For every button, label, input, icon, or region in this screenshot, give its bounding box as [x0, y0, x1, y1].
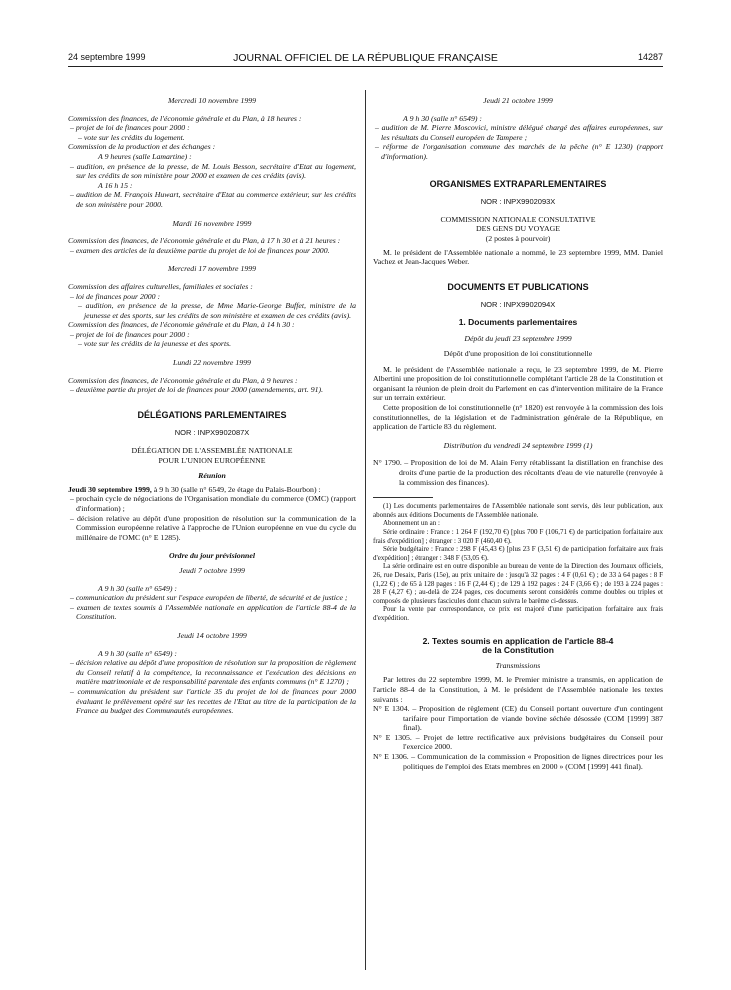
- text: – vote sur les crédits du logement.: [78, 132, 185, 142]
- header-rule: [68, 66, 663, 67]
- journal-title: JOURNAL OFFICIEL DE LA RÉPUBLIQUE FRANÇAISE: [233, 52, 498, 64]
- text: – examen des articles de la deuxième partie du projet de loi de finances pour 2000.: [70, 245, 330, 255]
- text: Commission des finances, de l'économie générale et du Plan, à 17 h 30 et à 21 heures :: [68, 236, 341, 246]
- text: – audition, en présence de la presse, de M. Louis Besson, secrétaire d'Etat au logement, sur les crédits de son ministère pour 2000 et examen de ces crédits (avis).: [70, 161, 356, 181]
- text: – audition, en présence de la presse, de Mme Marie-George Buffet, ministre de la jeunesse et des sports, sur les crédits de son ministère et examen de ces crédits (avis).: [78, 301, 356, 320]
- document-entry: N° E 1305. – Projet de lettre rectificative aux prévisions budgétaires du Conseil pour l'exercice 2000.: [373, 732, 663, 752]
- date-heading: Distribution du vendredi 24 septembre 1999 (1): [443, 440, 593, 450]
- subsection-heading: de la Constitution: [482, 645, 554, 656]
- text: (1) Les documents parlementaires de l'Assemblée nationale sont servis, dès leur publication, aux abonnés aux éditions Documents de l'Assemblée nationale.: [373, 502, 663, 519]
- text: La série ordinaire est en outre disponible au bureau de vente de la Direction des Journaux officiels, 26, rue Desaix, Paris (15e), au prix unitaire de : jusqu'à 32 pages : 4 F (0,61 €) ; de 33 à 64 pages : 8 F (1,22 €) ; de 65 à 128 pages : 16 F (2,44 €) ; de 129 à 192 pages : 24 F (3,66 €) ; de 193 à 224 pages : 28 F (4,27 €) ; au-delà de 224 pages, ces documents seront considérés comme doubles ou triples et composés de plusieurs fascicules dont chacun suivra le barème ci-dessus.: [373, 562, 663, 605]
- text: – décision relative au dépôt d'une proposition de résolution sur la proposition de règlement du Conseil relatif à la compétence, la reconnaissance et l'exécution des décisions en matière matrimoniale et de responsabilité parentale des enfants communs (n° E 1270) ;: [70, 658, 356, 687]
- text: – réforme de l'organisation commune des marchés de la pêche (n° E 1230) (rapport d'information).: [375, 142, 663, 161]
- text: A 9 h 30 (salle n° 6549) :: [98, 583, 177, 593]
- text: Commission des finances, de l'économie générale et du Plan, à 9 heures :: [68, 375, 298, 385]
- text: (2 postes à pourvoir): [485, 233, 551, 243]
- header-date: 24 septembre 1999: [68, 52, 146, 62]
- text: A 9 heures (salle Lamartine) :: [98, 151, 192, 161]
- date-heading: Lundi 22 novembre 1999: [173, 358, 251, 368]
- date-heading: Jeudi 7 octobre 1999: [179, 565, 245, 575]
- meeting-line: [68, 485, 356, 495]
- text: COMMISSION NATIONALE CONSULTATIVE: [440, 214, 596, 224]
- text: – loi de finances pour 2000 :: [70, 291, 161, 301]
- text: Commission des finances, de l'économie générale et du Plan, à 18 heures :: [68, 113, 302, 123]
- text: – communication du président sur l'article 35 du projet de loi de finances pour 2000 évaluant le prélèvement opéré sur les recettes de l'Etat au titre de la participation de la France au budget des Communautés européennes.: [70, 686, 356, 716]
- text: – projet de loi de finances pour 2000 :: [70, 123, 190, 133]
- subsection-heading: 1. Documents parlementaires: [458, 316, 578, 327]
- text: – audition de M. Pierre Moscovici, ministre délégué chargé des affaires européennes, sur les résultats du Conseil européen de Tampere ;: [375, 123, 663, 142]
- text: A 9 h 30 (salle n° 6549) :: [403, 113, 482, 123]
- date-heading: Mercredi 10 novembre 1999: [167, 96, 257, 105]
- subheading: Ordre du jour prévisionnel: [169, 551, 255, 561]
- subheading: Réunion: [198, 471, 226, 481]
- text: – deuxième partie du projet de loi de finances pour 2000 (amendements, art. 91).: [70, 385, 324, 395]
- text: – audition de M. François Huwart, secrétaire d'Etat au commerce extérieur, sur les crédits de son ministère pour 2000.: [70, 190, 356, 209]
- subsection-heading: 2. Textes soumis en application de l'article 88-4: [422, 635, 614, 646]
- text: Série ordinaire : France : 1 264 F (192,70 €) [plus 700 F (106,71 €) de participation forfaitaire aux frais d'expédition] ; étranger : 3 020 F (460,40 €).: [373, 528, 663, 545]
- text: Commission des finances, de l'économie générale et du Plan, à 14 h 30 :: [68, 320, 295, 330]
- date-heading: Jeudi 14 octobre 1999: [177, 630, 247, 640]
- text: Dépôt d'une proposition de loi constitutionnelle: [443, 349, 593, 359]
- column-divider: [365, 90, 366, 970]
- date-heading: Jeudi 21 octobre 1999: [483, 96, 553, 105]
- meeting-date: Jeudi 30 septembre 1999,: [68, 484, 152, 494]
- text: Par lettres du 22 septembre 1999, M. le Premier ministre a transmis, en application de l'article 88-4 de la Constitution, à M. le président de l'Assemblée nationale les textes suivants :: [373, 675, 663, 704]
- footnote: [373, 502, 663, 622]
- nor-reference: NOR : INPX9902094X: [480, 300, 556, 310]
- page-header: [68, 52, 663, 66]
- section-heading: DÉLÉGATIONS PARLEMENTAIRES: [137, 409, 287, 420]
- text: Pour la vente par correspondance, ce prix est majoré d'une participation forfaitaire aux frais d'expédition.: [373, 605, 663, 622]
- footnote-rule: [373, 497, 433, 498]
- date-heading: Mercredi 17 novembre 1999: [167, 264, 257, 274]
- page-number: 14287: [637, 52, 663, 62]
- document-entry: N° 1790. – Proposition de loi de M. Alain Ferry rétablissant la distillation en franchise des droits d'une partie de la production des récoltants d'eau de vie naturelle (renvoyée à la commission des finances).: [373, 458, 663, 487]
- section-heading: DOCUMENTS ET PUBLICATIONS: [447, 281, 589, 292]
- nor-reference: NOR : INPX9902087X: [174, 428, 250, 438]
- text: – décision relative au dépôt d'une proposition de résolution sur la communication de la Commission européenne relative à l'approche de l'Union européenne en vue du cycle du millénaire de l'OMC (n° E 1285).: [70, 513, 356, 542]
- document-entry: N° E 1306. – Communication de la commission « Proposition de lignes directrices pour les politiques de l'emploi des Etats membres en 2000 » (COM [1999] 441 final).: [373, 752, 663, 771]
- text: A 9 h 30 (salle n° 6549) :: [98, 648, 177, 658]
- text: Cette proposition de loi constitutionnelle (n° 1820) est renvoyée à la commission des lois constitutionnelles, de la législation et de l'administration générale de la République, en application de l'article 83 du règlement.: [373, 403, 663, 432]
- section-heading: ORGANISMES EXTRAPARLEMENTAIRES: [429, 178, 607, 189]
- text: DÉLÉGATION DE L'ASSEMBLÉE NATIONALE: [131, 446, 293, 456]
- text: Série budgétaire : France : 298 F (45,43 €) [plus 23 F (3,51 €) de participation forfaitaire aux frais d'expédition] ; étranger : 348 F (53,05 €).: [373, 545, 663, 562]
- text: M. le président de l'Assemblée nationale a nommé, le 23 septembre 1999, MM. Daniel Vachez et Jean-Jacques Weber.: [373, 247, 663, 267]
- date-heading: Dépôt du jeudi 23 septembre 1999: [464, 333, 572, 343]
- text: – examen de textes soumis à l'Assemblée nationale en application de l'article 88-4 de la Constitution.: [70, 602, 356, 622]
- date-heading: Transmissions: [495, 660, 541, 670]
- right-column: [373, 96, 663, 771]
- text: – vote sur les crédits de la jeunesse et des sports.: [78, 339, 232, 349]
- nor-reference: NOR : INPX9902093X: [480, 197, 556, 207]
- text: M. le président de l'Assemblée nationale a reçu, le 23 septembre 1999, de M. Pierre Albertini une proposition de loi constitutionnelle complétant l'article 28 de la Constitution et organisant la réunion de plein droit du Parlement en cas d'intervention militaire de la France sur un terrain extérieur.: [373, 364, 663, 403]
- text: – prochain cycle de négociations de l'Organisation mondiale du commerce (OMC) (rapport d'information) ;: [70, 494, 356, 513]
- text: – projet de loi de finances pour 2000 :: [70, 329, 190, 339]
- date-heading: Mardi 16 novembre 1999: [172, 218, 252, 228]
- document-entry: N° E 1304. – Proposition de règlement (CE) du Conseil portant ouverture d'un contingent tarifaire pour l'importation de viande bovine séchée désossée (COM [1999] 387 final).: [373, 704, 663, 733]
- text: Commission des affaires culturelles, familiales et sociales :: [68, 281, 253, 291]
- left-column: [68, 96, 356, 716]
- text: DES GENS DU VOYAGE: [475, 224, 561, 234]
- text: – communication du président sur l'espace européen de liberté, de sécurité et de justice ;: [70, 593, 348, 603]
- text: Abonnement un an :: [383, 519, 440, 528]
- text: A 16 h 15 :: [98, 180, 133, 190]
- text: POUR L'UNION EUROPÉENNE: [158, 455, 266, 465]
- text: Commission de la production et des échanges :: [68, 142, 216, 152]
- meeting-place: à 9 h 30 (salle n° 6549, 2e étage du Palais-Bourbon) :: [151, 484, 321, 494]
